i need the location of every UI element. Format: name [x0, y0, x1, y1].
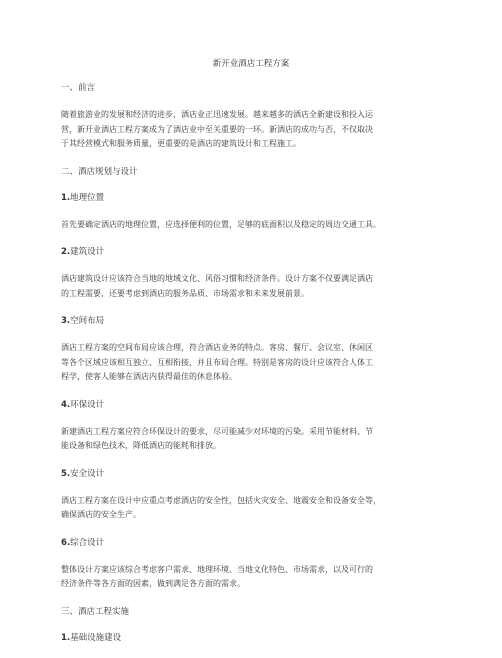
subheading-number: 2. [61, 247, 71, 257]
paragraph-line: 酒店工程方案的空间布局应该合理，符合酒店业务的特点。客房、餐厅、会议室、休闲区 [61, 343, 373, 352]
paragraph-line: 随着旅游业的发展和经济的进步，酒店业正迅速发展。越来越多的酒店全新建设和投入运 [61, 110, 373, 119]
document-title: 新开业酒店工程方案 [212, 59, 290, 69]
subheading-number: 3. [61, 316, 71, 326]
subheading-infrastructure [61, 632, 441, 644]
subheading-title: 基础设施建设 [70, 632, 122, 643]
subheading-layout [61, 315, 441, 327]
layout-paragraph [61, 341, 441, 385]
section-heading-planning-design: 二、酒店规划与设计 [61, 166, 138, 177]
subheading-title: 综合设计 [70, 537, 105, 548]
safety-design-paragraph [61, 494, 441, 523]
subheading-number: 5. [61, 468, 71, 479]
integrated-design-paragraph [61, 563, 441, 592]
subheading-number: 4. [61, 399, 71, 410]
subheading-title: 建筑设计 [70, 247, 105, 257]
subheading-number: 6. [61, 537, 71, 548]
paragraph-line: 于其经营模式和服务质量，更重要的是酒店的建筑设计和工程施工。 [61, 139, 301, 148]
paragraph-line: 程学，使客人能够在酒店内获得最佳的休息体验。 [61, 372, 237, 381]
subheading-eco-design [61, 399, 441, 411]
paragraph-line: 酒店建筑设计应该符合当地的地域文化、风俗习惯和经济条件。设计方案不仅要满足酒店 [61, 274, 373, 283]
subheading-integrated-design [61, 537, 441, 549]
paragraph-line: 整体设计方案应该综合考虑客户需求、地理环境、当地文化特色、市场需求，以及可行的 [61, 564, 373, 574]
subheading-number: 1. [61, 632, 71, 643]
subheading-safety-design [61, 468, 441, 480]
subheading-location [61, 192, 441, 204]
eco-design-paragraph [61, 425, 441, 454]
architecture-paragraph [61, 272, 441, 301]
paragraph-line: 营，新开业酒店工程方案成为了酒店业中至关重要的一环。新酒店的成功与否，不仅取决 [61, 124, 373, 134]
subheading-title: 空间布局 [70, 316, 105, 326]
paragraph-line: 的工程需要，还要考虑到酒店的服务品质、市场需求和未来发展前景。 [61, 288, 309, 298]
paragraph-line: 酒店工程方案在设计中应重点考虑酒店的安全性，包括火灾安全、地震安全和设备安全等， [61, 495, 381, 505]
preface-paragraph [61, 108, 441, 152]
paragraph-line: 确保酒店的安全生产。 [61, 510, 141, 519]
paragraph-line: 新建酒店工程方案应符合环保设计的要求，尽可能减少对环境的污染。采用节能材料、节 [61, 426, 373, 436]
section-heading-implementation: 三、酒店工程实施 [61, 606, 130, 617]
subheading-title: 地理位置 [70, 192, 105, 203]
subheading-title: 环保设计 [70, 399, 105, 410]
paragraph-line: 等各个区域应该相互独立、互相衔接，并且布局合理。特别是客房的设计应该符合人体工 [61, 357, 373, 367]
paragraph-line: 经济条件等各方面的因素，做到满足各方面的需求。 [61, 579, 245, 588]
section-heading-preface: 一、前言 [61, 83, 96, 93]
paragraph-line: 能设备和绿色技术，降低酒店的能耗和排放。 [61, 441, 221, 450]
paragraph-line: 首先要确定酒店的地理位置，应选择便利的位置，足够的底面积以及稳定的周边交通工具。 [61, 219, 381, 229]
document-body [61, 82, 441, 658]
subheading-number: 1. [61, 192, 71, 203]
subheading-architecture [61, 246, 441, 258]
location-paragraph [61, 218, 441, 233]
subheading-title: 安全设计 [70, 468, 105, 479]
